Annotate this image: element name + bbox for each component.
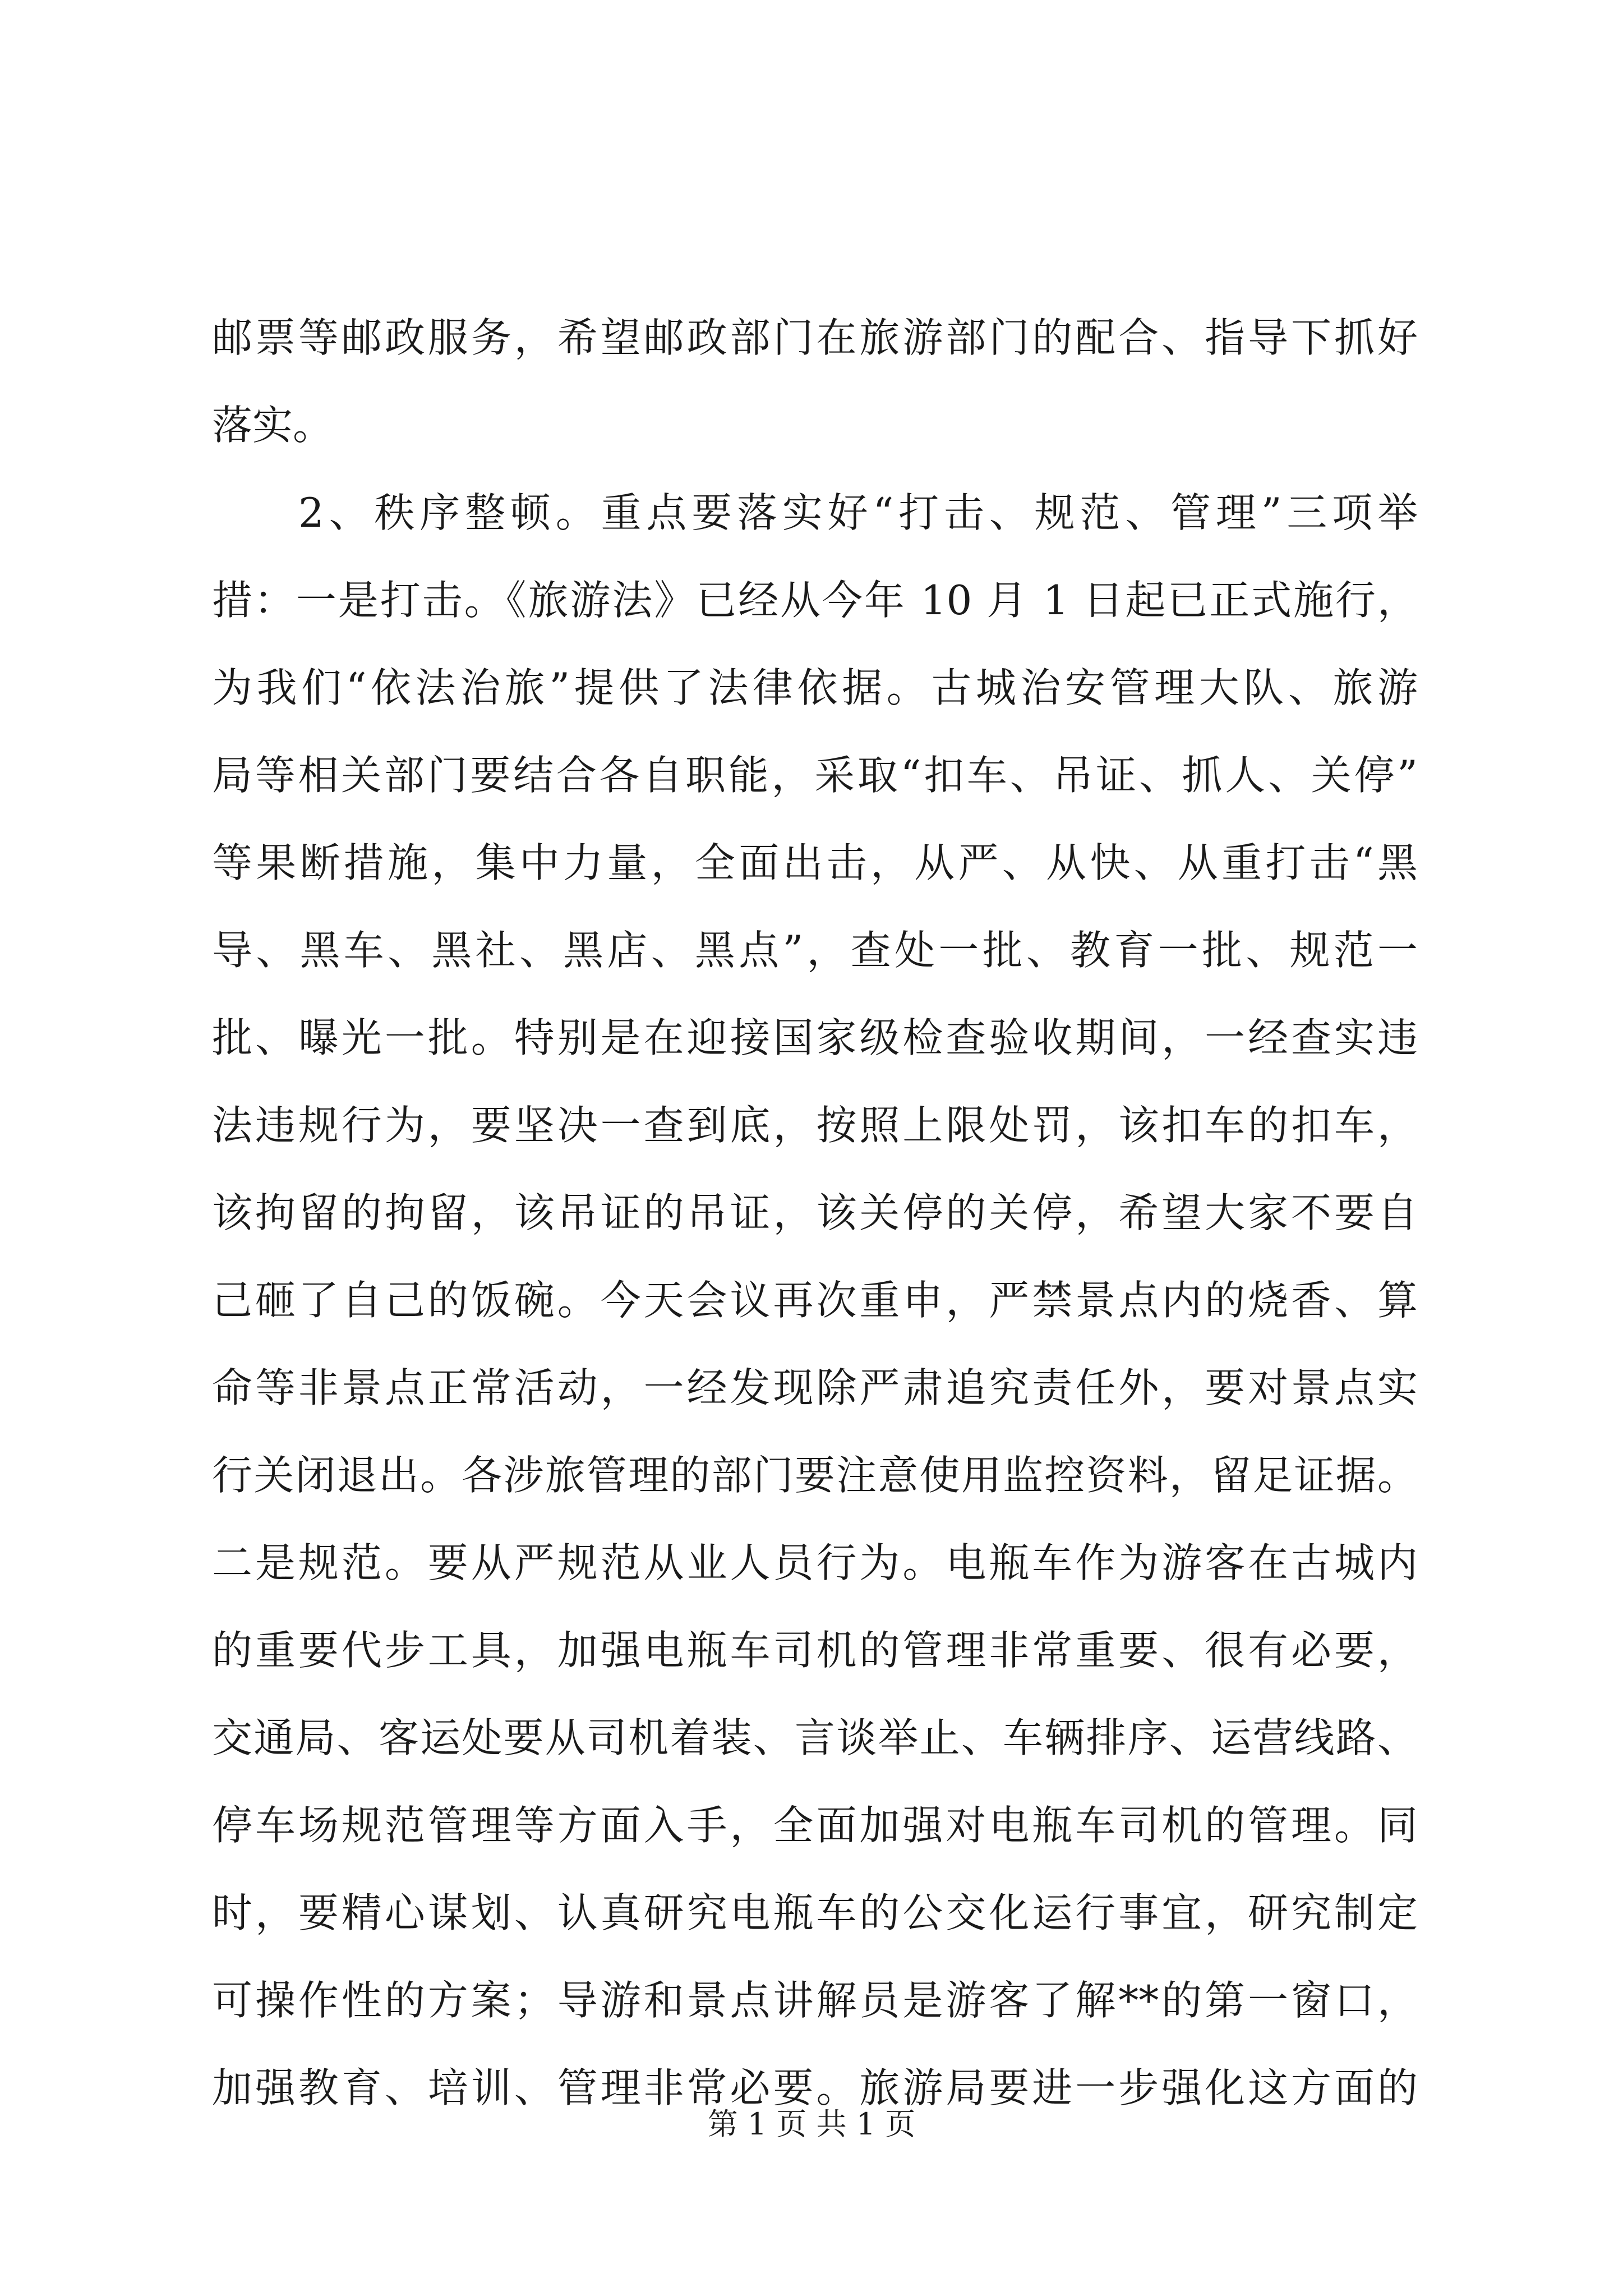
paragraph-line: 己砸了自己的饭碗。今天会议再次重申，严禁景点内的烧香、算 (212, 1277, 1418, 1324)
paragraph-line: 等果断措施，集中力量，全面出击，从严、从快、从重打击“黑 (212, 839, 1418, 886)
page-number-label: 第 1 页 共 1 页 (707, 2106, 916, 2142)
paragraph-line: 时，要精心谋划、认真研究电瓶车的公交化运行事宜，研究制定 (212, 1889, 1418, 1936)
paragraph-line: 邮票等邮政服务，希望邮政部门在旅游部门的配合、指导下抓好 (212, 314, 1418, 361)
page-footer (0, 2105, 1623, 2144)
paragraph-line: 加强教育、培训、管理非常必要。旅游局要进一步强化这方面的 (212, 2064, 1418, 2111)
paragraph-line: 2、秩序整顿。重点要落实好“打击、规范、管理”三项举 (298, 489, 1418, 536)
paragraph-line: 落实。 (212, 402, 334, 449)
paragraph-line: 法违规行为，要坚决一查到底，按照上限处罚，该扣车的扣车， (212, 1102, 1418, 1149)
paragraph-line: 交通局、客运处要从司机着装、言谈举止、车辆排序、运营线路、 (212, 1714, 1418, 1761)
paragraph-line: 可操作性的方案；导游和景点讲解员是游客了解**的第一窗口， (212, 1977, 1418, 2024)
paragraph-line: 导、黑车、黑社、黑店、黑点”，查处一批、教育一批、规范一 (212, 927, 1418, 974)
paragraph-line: 停车场规范管理等方面入手，全面加强对电瓶车司机的管理。同 (212, 1802, 1418, 1849)
paragraph-line: 批、曝光一批。特别是在迎接国家级检查验收期间，一经查实违 (212, 1014, 1418, 1061)
paragraph-line: 行关闭退出。各涉旅管理的部门要注意使用监控资料，留足证据。 (212, 1452, 1418, 1499)
paragraph-line: 的重要代步工具，加强电瓶车司机的管理非常重要、很有必要， (212, 1627, 1418, 1674)
paragraph-line: 二是规范。要从严规范从业人员行为。电瓶车作为游客在古城内 (212, 1539, 1418, 1586)
paragraph-line: 该拘留的拘留，该吊证的吊证，该关停的关停，希望大家不要自 (212, 1189, 1418, 1236)
document-body (212, 294, 1418, 2132)
paragraph-line: 为我们“依法治旅”提供了法律依据。古城治安管理大队、旅游 (212, 664, 1418, 711)
paragraph-line: 命等非景点正常活动，一经发现除严肃追究责任外，要对景点实 (212, 1364, 1418, 1411)
paragraph-line: 措：一是打击。《旅游法》已经从今年 10 月 1 日起已正式施行， (212, 577, 1418, 624)
paragraph-line: 局等相关部门要结合各自职能，采取“扣车、吊证、抓人、关停” (212, 752, 1418, 799)
